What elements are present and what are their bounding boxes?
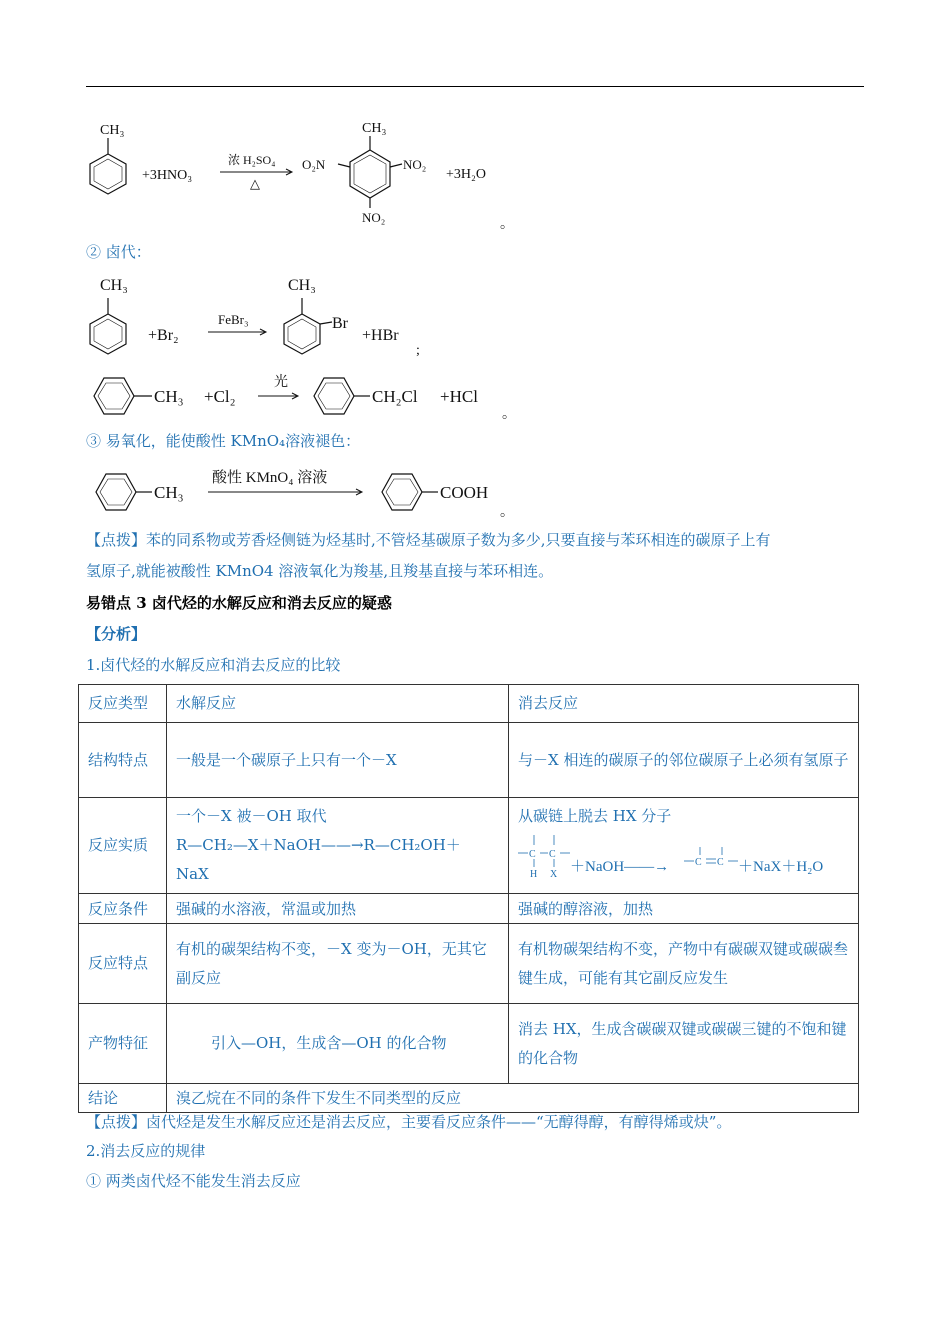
- section-title: 易错点 3 卤代烃的水解反应和消去反应的疑惑: [86, 594, 392, 612]
- essence-line-2: R—CH₂—X＋NaOH——→R—CH₂OH＋: [176, 836, 461, 854]
- bromination-equation: [80, 268, 460, 364]
- semicolon: ;: [416, 343, 420, 358]
- row-label-condition: 反应条件: [79, 894, 167, 924]
- row-label-essence: 反应实质: [79, 798, 167, 894]
- oxidation-equation: [86, 462, 516, 518]
- hydrogen-label: H: [530, 869, 538, 880]
- cell-hydrolysis-essence: [167, 798, 509, 894]
- halogenation-heading: ② 卤代：: [86, 243, 151, 261]
- water-byproduct: +3H₂O: [446, 167, 486, 182]
- header-hydrolysis: 水解反应: [167, 685, 509, 723]
- hcl-byproduct: +HCl: [440, 387, 478, 406]
- row-label-conclusion: 结论: [79, 1084, 167, 1113]
- naoh-arrow: ＋NaOH——→: [570, 859, 670, 875]
- tip-1-label: 【点拨】: [86, 531, 147, 549]
- elimination-products: ＋NaX＋H₂O: [738, 859, 824, 875]
- nitric-acid: +3HNO₃: [142, 168, 193, 183]
- condition-top: 浓 H₂SO₄: [228, 153, 276, 167]
- cell-hydrolysis-condition: 强碱的水溶液，常温或加热: [167, 894, 509, 924]
- row-label-product: 产物特征: [79, 1004, 167, 1084]
- essence-line-3: NaX: [176, 865, 209, 883]
- catalyst-label: FeBr₃: [218, 312, 249, 327]
- row-label-structure: 结构特点: [79, 723, 167, 798]
- chloromethyl-label: CH₂Cl: [372, 387, 418, 406]
- cell-elimination-essence: [509, 798, 859, 894]
- chlorine-reagent: +Cl₂: [204, 387, 236, 406]
- carboxyl-label: COOH: [440, 483, 489, 502]
- table-row: [79, 798, 859, 894]
- cell-hydrolysis-feature: 有机的碳架结构不变，－X 变为－OH，无其它副反应: [167, 924, 509, 1004]
- methyl-label: CH₃: [100, 123, 125, 138]
- header-elimination: 消去反应: [509, 685, 859, 723]
- cell-elimination-feature: 有机物碳架结构不变，产物中有碳碳双键或碳碳叁键生成，可能有其它副反应发生: [509, 924, 859, 1004]
- cell-conclusion: 溴乙烷在不同的条件下发生不同类型的反应: [167, 1084, 859, 1113]
- table-row: [79, 723, 859, 798]
- analysis-label: 【分析】: [86, 625, 147, 643]
- table-row: [79, 924, 859, 1004]
- methyl-label: CH₃: [100, 277, 128, 294]
- light-condition: 光: [274, 375, 288, 390]
- toluene-ring: [90, 138, 126, 194]
- tip-1-line-2: 氢原子,就能被酸性 KMnO4 溶液氧化为羧基,且羧基直接与苯环相连。: [86, 562, 554, 580]
- subheading-comparison: 1.卤代烃的水解反应和消去反应的比较: [86, 656, 341, 674]
- condition-bottom: △: [250, 176, 260, 191]
- period: 。: [500, 217, 514, 232]
- row-label-feature: 反应特点: [79, 924, 167, 1004]
- methyl-label: CH₃: [154, 387, 184, 406]
- header-rule: [86, 86, 864, 87]
- product-no2-bottom: NO₂: [362, 210, 386, 225]
- tip-1-text: 苯的同系物或芳香烃侧链为烃基时,不管烃基碳原子数为多少,只要直接与苯环相连的碳原子上有: [146, 531, 771, 549]
- cell-hydrolysis-product: 引入—OH，生成含—OH 的化合物: [167, 1004, 509, 1084]
- elimination-equation: [518, 831, 849, 883]
- hbr-byproduct: +HBr: [362, 327, 399, 344]
- table-row: [79, 685, 859, 723]
- subheading-rules: 2.消去反应的规律: [86, 1142, 206, 1160]
- elimination-line-1: 从碳链上脱去 HX 分子: [518, 807, 672, 825]
- halogen-label: X: [550, 869, 558, 880]
- rule-1: ① 两类卤代烃不能发生消去反应: [86, 1172, 301, 1190]
- product-methyl: CH₃: [288, 277, 316, 294]
- methyl-label: CH₃: [154, 483, 184, 502]
- product-o2n: O₂N: [302, 157, 326, 172]
- product-br: Br: [332, 315, 348, 332]
- svg-text:C: C: [717, 857, 724, 868]
- cell-elimination-structure: 与－X 相连的碳原子的邻位碳原子上必须有氢原子: [509, 723, 859, 798]
- tip-2: [86, 1111, 731, 1133]
- table-row: [79, 894, 859, 924]
- tnt-ring: [338, 136, 402, 208]
- svg-text:C: C: [549, 849, 556, 860]
- header-type: 反应类型: [79, 685, 167, 723]
- tip-1-line-1: [86, 529, 771, 551]
- chlorination-equation: [86, 368, 526, 420]
- tip-2-label: 【点拨】: [86, 1113, 147, 1131]
- oxidation-heading: ③ 易氧化，能使酸性 KMnO₄溶液褪色：: [86, 432, 361, 450]
- bromine-reagent: +Br₂: [148, 327, 179, 344]
- comparison-table: [78, 684, 859, 1113]
- table-row: [79, 1084, 859, 1113]
- cell-hydrolysis-structure: 一般是一个碳原子上只有一个－X: [167, 723, 509, 798]
- elimination-structure: [518, 831, 848, 883]
- svg-text:C: C: [695, 857, 702, 868]
- product-no2-right: NO₂: [403, 157, 427, 172]
- nitration-equation: [80, 112, 530, 232]
- table-row: [79, 1004, 859, 1084]
- period: 。: [502, 407, 516, 420]
- period: 。: [500, 505, 514, 518]
- cell-elimination-condition: 强碱的醇溶液，加热: [509, 894, 859, 924]
- svg-text:C: C: [529, 849, 536, 860]
- product-methyl: CH₃: [362, 121, 387, 136]
- cell-elimination-product: 消去 HX，生成含碳碳双键或碳碳三键的不饱和键的化合物: [509, 1004, 859, 1084]
- essence-line-1: 一个－X 被－OH 取代: [176, 807, 327, 825]
- tip-2-text: 卤代烃是发生水解反应还是消去反应，主要看反应条件——“无醇得醇，有醇得烯或炔”。: [146, 1113, 732, 1131]
- oxidant-condition: 酸性 KMnO₄ 溶液: [212, 470, 328, 486]
